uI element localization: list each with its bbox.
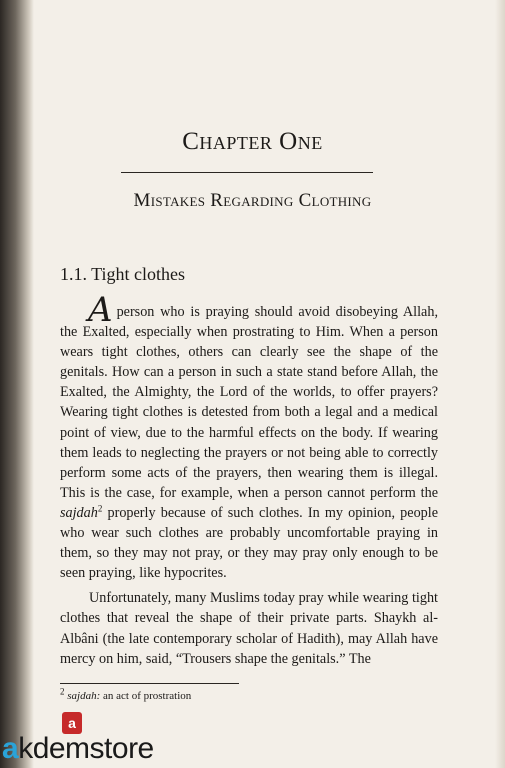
footnote xyxy=(60,686,192,702)
body-text xyxy=(60,290,438,674)
paragraph-1-text-a: person who is praying should avoid disobeying Allah, the Exalted, especially when prostrating to Him. When a person wears tight clothes, others can clearly see the shape of the genitals. How can a person in such a state stand before Allah, the Exalted, the Almighty, the Lord of the worlds, to offer prayers? Wearing tight clothes is detested from both a legal and a medical point of view, due to the harmful effects on the body. If wearing them leads to neglecting the prayers or not being able to correctly perform some acts of the prayers, then wearing them is illegal. This is the case, for example, when a person cannot perform the xyxy=(60,304,438,501)
watermark-text-rest: kdemstore xyxy=(18,732,154,765)
book-spine-shadow xyxy=(0,0,34,768)
paragraph-2: Unfortunately, many Muslims today pray while wearing tight clothes that reveal the shape of their private parts. Shaykh al-Albâni (the late contemporary scholar of Hadith), may Allah have mercy on him, said, “Trousers shape the genitals.” The xyxy=(60,590,438,667)
akdemstore-watermark xyxy=(0,712,170,768)
page-edge xyxy=(495,0,505,768)
logo-icon-letter: a xyxy=(68,715,76,731)
paragraph-1 xyxy=(60,290,438,583)
footnote-rule xyxy=(60,683,239,684)
title-rule xyxy=(121,172,373,173)
watermark-text xyxy=(2,732,154,766)
cart-icon xyxy=(62,712,82,734)
footnote-number: 2 xyxy=(60,686,65,697)
watermark-text-a: a xyxy=(2,732,19,765)
paragraph-1-text-b: properly because of such clothes. In my opinion, people who wear such clothes are probably uncomfortable praying in them, so they may not pray, or they may pray only enough to be seen praying, like hypocrites. xyxy=(60,504,438,582)
footnote-ref[interactable]: 2 xyxy=(97,503,103,514)
drop-cap: A xyxy=(88,290,113,330)
chapter-subtitle: Mistakes Regarding Clothing xyxy=(133,190,372,211)
footnote-text: an act of prostration xyxy=(100,690,192,702)
footnote-term: sajdah: xyxy=(67,690,101,702)
section-heading: 1.1. Tight clothes xyxy=(60,264,186,284)
sajdah-term: sajdah xyxy=(60,504,98,521)
chapter-title: Chapter One xyxy=(182,128,323,155)
